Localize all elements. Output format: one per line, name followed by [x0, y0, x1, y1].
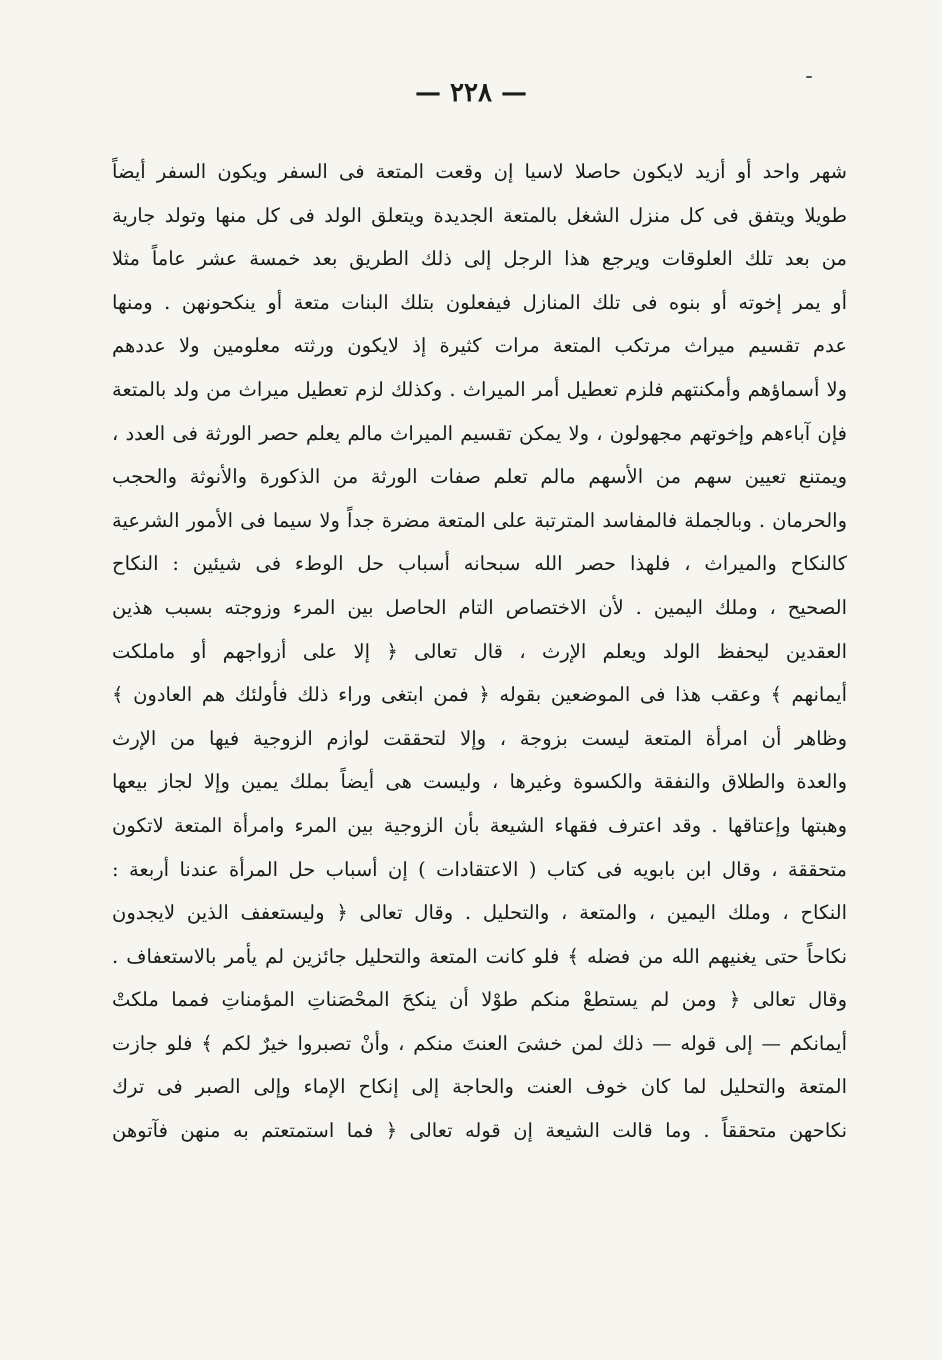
- text-line: نكاحهن متحققاً . وما قالت الشيعة إن قوله تعالى ﴿ فما استمتعتم به منهن فآتوهن: [112, 1119, 847, 1143]
- text-line: والحرمان . وبالجملة فالمفاسد المترتبة على المتعة مضرة جداً ولا سيما فى الأمور الشرعية: [112, 508, 847, 532]
- text-line: شهر واحد أو أزيد لايكون حاصلا لاسيا إن وقعت المتعة فى السفر ويكون السفر أيضاً: [112, 160, 847, 183]
- text-line: النكاح ، وملك اليمين ، والمتعة ، والتحليل . وقال تعالى ﴿ وليستعفف الذين لايجدون: [112, 901, 847, 925]
- text-line: كالنكاح والميراث ، فلهذا حصر الله سبحانه أسباب حل الوطء فى شيئين : النكاح: [112, 552, 847, 576]
- text-line: العقدين ليحفظ الولد ويعلم الإرث ، قال تعالى ﴿ إلا على أزواجهم أو ماملكت: [112, 639, 847, 663]
- text-line: وظاهر أن امرأة المتعة ليست بزوجة ، وإلا لتحققت لوازم الزوجية فيها من الإرث: [112, 726, 847, 750]
- text-line: ولا أسماؤهم وأمكنتهم فلزم تعطيل أمر الميراث . وكذلك لزم تعطيل ميراث من ولد بالمتعة: [112, 377, 847, 401]
- text-line: أيمانكم — إلى قوله — ذلك لمن خشىَ العنتَ منكم ، وأنْ تصبروا خيرٌ لكم ﴾ فلو جازت: [112, 1031, 847, 1055]
- text-line: أيمانهم ﴾ وعقب هذا فى الموضعين بقوله ﴿ فمن ابتغى وراء ذلك فأولئك هم العادون ﴾: [112, 683, 847, 707]
- body-text: [112, 150, 847, 1153]
- text-line: والعدة والطلاق والنفقة والكسوة وغيرها ، وليست هى أيضاً بملك يمين وإلا لجاز بيعها: [112, 770, 847, 794]
- text-line: طويلا ويتفق فى كل منزل الشغل بالمتعة الجديدة ويتعلق الولد فى كل منها وتولد جارية: [112, 203, 847, 227]
- text-line: وهبتها وإعتاقها . وقد اعترف فقهاء الشيعة بأن الزوجية بين المرء وامرأة المتعة لاتكون: [112, 813, 847, 837]
- text-line: ويمتنع تعيين سهم من الأسهم مالم تعلم صفات الورثة من الذكورة والأنوثة والحجب: [112, 465, 847, 489]
- text-line: أو يمر إخوته أو بنوه فى تلك المنازل فيفعلون بتلك البنات متعة أو ينكحونهن . ومنها: [112, 290, 847, 314]
- text-line: نكاحاً حتى يغنيهم الله من فضله ﴾ فلو كانت المتعة والتحليل جائزين لم يأمر بالاستعفاف .: [112, 944, 847, 968]
- text-line: عدم تقسيم ميراث مرتكب المتعة مرات كثيرة إذ لايكون ورثته معلومين ولا عددهم: [112, 334, 847, 358]
- page-number: — ٢٢٨ —: [414, 78, 528, 108]
- text-line: فإن آباءهم وإخوتهم مجهولون ، ولا يمكن تقسيم الميراث مالم يعلم حصر الورثة فى العدد ،: [112, 421, 847, 445]
- text-line: المتعة والتحليل لما كان خوف العنت والحاجة إلى إنكاح الإماء وإلى الصبر فى ترك: [112, 1075, 847, 1099]
- text-line: من بعد تلك العلوقات ويرجع هذا الرجل إلى ذلك الطريق بعد خمسة عشر عاماً مثلا: [112, 247, 847, 271]
- text-line: متحققة ، وقال ابن بابويه فى كتاب ( الاعتقادات ) إن أسباب حل المرأة عندنا أربعة :: [112, 857, 847, 881]
- text-line: وقال تعالى ﴿ ومن لم يستطعْ منكم طوْلا أن ينكحَ المحْصَناتِ المؤمناتِ فمما ملكتْ: [112, 988, 847, 1012]
- text-line: الصحيح ، وملك اليمين . لأن الاختصاص التام الحاصل بين المرء وزوجته بسبب هذين: [112, 595, 847, 619]
